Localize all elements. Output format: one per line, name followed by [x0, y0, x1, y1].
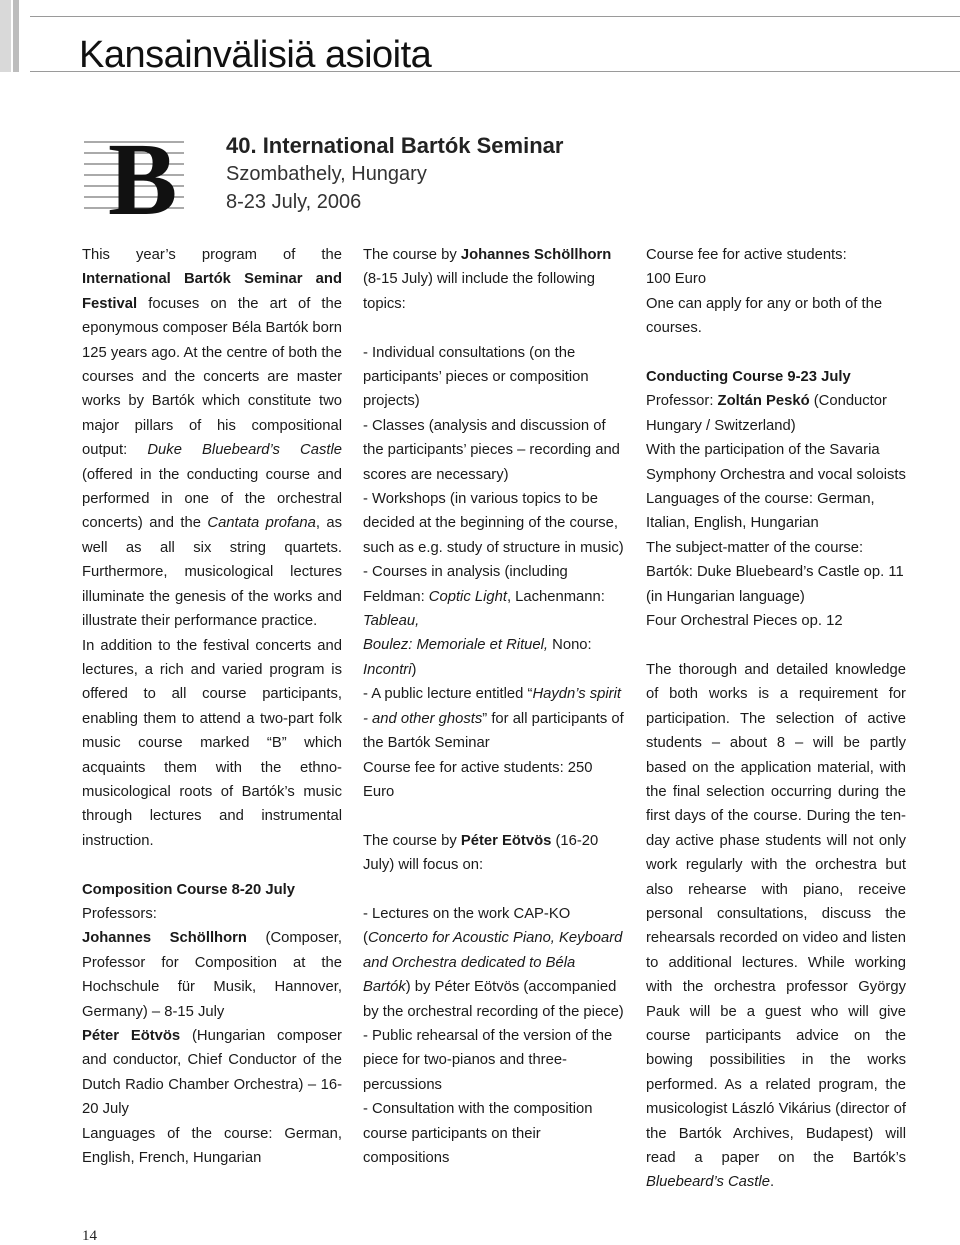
- subject-item: Bartók: Duke Bluebeard’s Castle op. 11 (in Hungarian language): [646, 564, 904, 605]
- requirements-paragraph: The thorough and detailed knowledge of both works is a requirement for participation. The selection of active students – about 8 – will be partly based on the application material, with the final selection occurring during the first days of the course. During the ten-day active phase students will not only work regularly with the orchestra but also rehearse with piano, receive personal consultations, discuss the rehearsals recorded on video and listen to additional lectures. While working with the orchestra professor György Pauk will be a guest who will give course participants advice on the bowing possibilities in the works performed. As a related program, the musicologist László Vikárius (director of the Bartók Archives, Budapest) will read a paper on the Bartók’s Bluebeard’s Castle.: [646, 661, 906, 1191]
- course-fee: Course fee for active students: 250 Euro: [363, 759, 593, 800]
- fee-value: 100 Euro: [646, 271, 707, 288]
- bartok-seminar-logo: [84, 132, 244, 218]
- orchestra-note: With the participation of the Savaria Symphony Orchestra and vocal soloists: [646, 442, 906, 483]
- event-location: Szombathely, Hungary: [226, 163, 427, 185]
- professor-eotvos: Péter Eötvös (Hungarian composer and conductor, Chief Conductor of the Dutch Radio Chamber Orchestra) – 16-20 July: [82, 1027, 342, 1118]
- event-header: [226, 132, 563, 216]
- program-paragraph: In addition to the festival concerts and lectures, a rich and varied program is offered to all course participants, enabling them to attend a two-part folk music course marked “B” which acquaints them with the ethno-musicological roots of Bartók’s music through lectures and instrumental instruction.: [82, 637, 342, 849]
- section-title: Kansainvälisiä asioita: [79, 34, 432, 76]
- topic-item: - Public rehearsal of the version of the piece for two-pianos and three-percussions: [363, 1027, 613, 1093]
- composition-languages: Languages of the course: German, English, French, Hungarian: [82, 1125, 342, 1167]
- conducting-professor: Professor: Zoltán Peskó (Conductor Hungary / Switzerland): [646, 393, 887, 434]
- column-conducting: [646, 243, 906, 1195]
- logo-letter: B: [108, 132, 178, 218]
- topic-item: - A public lecture entitled “Haydn’s spirit - and other ghosts” for all participants of the Bartók Seminar: [363, 686, 624, 752]
- topic-item: - Individual consultations (on the participants’ pieces or composition projects): [363, 344, 589, 410]
- professor-schollhorn: Johannes Schöllhorn (Composer, Professor for Composition at the Hochschule für Musik, Hannover, Germany) – 8-15 July: [82, 930, 342, 1020]
- header-rule-top: [30, 16, 960, 17]
- conducting-languages: Languages of the course: German, Italian, English, Hungarian: [646, 491, 875, 532]
- eotvos-course-intro: The course by Péter Eötvös (16-20 July) will focus on:: [363, 832, 599, 874]
- header-side-bar-inner: [13, 0, 19, 72]
- event-dates: 8-23 July, 2006: [226, 191, 362, 213]
- professors-label: Professors:: [82, 905, 157, 922]
- fee-label: Course fee for active students:: [646, 247, 847, 263]
- schollhorn-course-intro: The course by Johannes Schöllhorn (8-15 July) will include the following topics:: [363, 247, 612, 312]
- subject-label: The subject-matter of the course:: [646, 539, 864, 556]
- topic-item: - Lectures on the work CAP-KO (Concerto for Acoustic Piano, Keyboard and Orchestra dedicated to Béla Bartók) by Péter Eötvös (accompanied by the orchestral recording of the piece): [363, 905, 624, 1020]
- topic-item: - Consultation with the composition course participants on their compositions: [363, 1101, 593, 1166]
- event-title: 40. International Bartók Seminar: [226, 133, 564, 158]
- apply-note: One can apply for any or both of the courses.: [646, 295, 883, 337]
- column-intro: [82, 243, 342, 1170]
- subject-item: Four Orchestral Pieces op. 12: [646, 613, 843, 630]
- topic-item: - Workshops (in various topics to be decided at the beginning of the course, such as e.g. study of structure in music): [363, 491, 624, 556]
- topic-item: - Classes (analysis and discussion of the participants’ pieces – recording and scores are necessary): [363, 417, 620, 483]
- topic-item: - Courses in analysis (including Feldman: Coptic Light, Lachenmann: Tableau, Boulez: Memoriale et Rituel, Nono: Incontri): [363, 564, 605, 678]
- column-composition-topics: [363, 243, 625, 1170]
- conducting-course-heading: Conducting Course 9-23 July: [646, 369, 851, 386]
- header-side-bar: [0, 0, 11, 72]
- intro-paragraph: This year’s program of the International Bartók Seminar and Festival focuses on the art of the eponymous composer Béla Bartók born 125 years ago. At the centre of both the courses and the concerts are master works by Bartók which constitute two major pillars of his compositional output: Duke Bluebeard’s Castle (offered in the conducting course and performed in one of the orchestral concerts) and the Cantata profana, as well as all six string quartets. Furthermore, musicological lectures illuminate the genesis of the works and illustrate their performance practice.: [82, 247, 342, 630]
- composition-course-heading: Composition Course 8-20 July: [82, 881, 295, 898]
- page-number: 14: [82, 1228, 97, 1244]
